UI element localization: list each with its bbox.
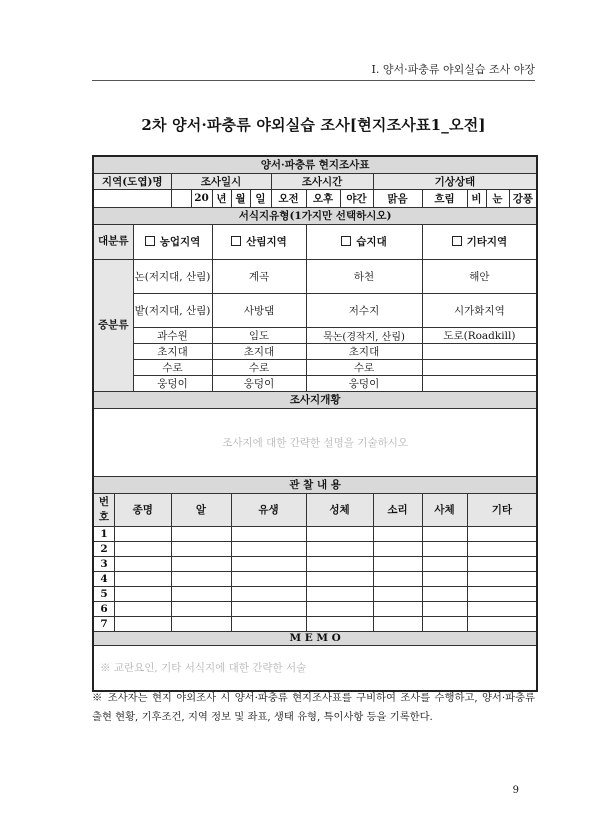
major-option-label: 습지대: [356, 236, 387, 248]
habitat-option[interactable]: 사방댐: [212, 293, 306, 327]
row-number: 4: [94, 572, 115, 586]
habitat-option[interactable]: 웅덩이: [212, 375, 306, 391]
date-month-unit[interactable]: 월: [231, 189, 250, 207]
other-cell[interactable]: [467, 556, 537, 571]
col-number-header: 번호: [94, 494, 115, 526]
call-cell[interactable]: [373, 526, 422, 541]
carcass-cell[interactable]: [422, 556, 467, 571]
larva-cell[interactable]: [231, 616, 306, 631]
row-number: 1: [94, 527, 115, 541]
major-option-agriculture[interactable]: [133, 224, 212, 259]
species-cell[interactable]: [115, 542, 171, 556]
habitat-option[interactable]: 수로: [306, 359, 422, 375]
call-cell[interactable]: [373, 601, 422, 616]
date-year[interactable]: 20: [191, 189, 212, 207]
habitat-option[interactable]: 웅덩이: [306, 375, 422, 391]
checkbox-icon[interactable]: [452, 236, 462, 246]
other-cell[interactable]: [467, 541, 537, 556]
habitat-option[interactable]: 수로: [133, 359, 212, 375]
adult-cell[interactable]: [306, 526, 373, 541]
col-egg-header: 알: [171, 493, 231, 526]
col-adult-header: 성체: [306, 493, 373, 526]
call-cell[interactable]: [373, 616, 422, 631]
other-cell[interactable]: [467, 601, 537, 616]
egg-cell[interactable]: [171, 571, 231, 586]
egg-cell[interactable]: [171, 526, 231, 541]
weather-label: 기상상태: [373, 173, 537, 189]
other-cell[interactable]: [467, 526, 537, 541]
egg-cell[interactable]: [171, 541, 231, 556]
table-row: [93, 571, 171, 586]
habitat-option[interactable]: 과수원: [133, 327, 212, 343]
species-cell[interactable]: [115, 572, 171, 586]
col-call-header: 소리: [373, 493, 422, 526]
site-overview-field[interactable]: 조사지에 대한 간략한 설명을 기술하시오: [93, 408, 537, 476]
major-option-other[interactable]: [422, 224, 537, 259]
species-cell[interactable]: [115, 527, 171, 541]
species-cell[interactable]: [115, 587, 171, 601]
habitat-option[interactable]: 웅덩이: [133, 375, 212, 391]
habitat-option[interactable]: 초지대: [133, 343, 212, 359]
page-number: 9: [512, 785, 519, 796]
habitat-option[interactable]: [422, 375, 537, 391]
field-survey-form: [92, 155, 538, 692]
adult-cell[interactable]: [306, 571, 373, 586]
species-cell[interactable]: [115, 617, 171, 631]
adult-cell[interactable]: [306, 616, 373, 631]
form-heading: 양서·파충류 현지조사표: [93, 156, 537, 173]
adult-cell[interactable]: [306, 601, 373, 616]
col-species-header: 종명: [132, 504, 153, 516]
col-other-header: 기타: [467, 493, 537, 526]
major-option-label: 농업지역: [159, 236, 201, 248]
habitat-option[interactable]: 하천: [306, 259, 422, 293]
call-cell[interactable]: [373, 571, 422, 586]
major-option-label: 기타지역: [466, 236, 508, 248]
carcass-cell[interactable]: [422, 571, 467, 586]
region-value[interactable]: [93, 189, 171, 207]
memo-heading: M E M O: [93, 631, 537, 645]
weather-option-clear[interactable]: 맑음: [373, 189, 422, 207]
weather-option-wind[interactable]: 강풍: [509, 189, 537, 207]
egg-cell[interactable]: [171, 601, 231, 616]
call-cell[interactable]: [373, 556, 422, 571]
habitat-option[interactable]: 해안: [422, 259, 537, 293]
survey-time-label: 조사시간: [271, 173, 373, 189]
adult-cell[interactable]: [306, 556, 373, 571]
other-cell[interactable]: [467, 571, 537, 586]
row-number: 5: [94, 587, 115, 601]
carcass-cell[interactable]: [422, 541, 467, 556]
carcass-cell[interactable]: [422, 601, 467, 616]
adult-cell[interactable]: [306, 541, 373, 556]
table-row: [93, 586, 171, 601]
habitat-option[interactable]: 밭(저지대, 산림): [133, 293, 212, 327]
row-number: 2: [94, 542, 115, 556]
checkbox-icon[interactable]: [231, 236, 241, 246]
habitat-option[interactable]: 임도: [212, 327, 306, 343]
larva-cell[interactable]: [231, 526, 306, 541]
major-option-wetland[interactable]: [306, 224, 422, 259]
larva-cell[interactable]: [231, 541, 306, 556]
page-title: 2차 양서·파충류 야외실습 조사[현지조사표1_오전]: [141, 116, 486, 134]
middle-category-label: 중분류: [93, 259, 133, 391]
table-row: [93, 616, 171, 631]
observation-heading: 관 찰 내 용: [93, 476, 537, 493]
carcass-cell[interactable]: [422, 616, 467, 631]
observation-header-inner: [94, 494, 171, 526]
header-divider: [92, 80, 535, 81]
habitat-option[interactable]: 시가화지역: [422, 293, 537, 327]
major-category-label: 대분류: [93, 224, 133, 259]
region-label: 지역(도엽)명: [93, 173, 171, 189]
weather-option-cloudy[interactable]: 흐림: [422, 189, 467, 207]
call-cell[interactable]: [373, 541, 422, 556]
table-row: [93, 541, 171, 556]
habitat-option[interactable]: [422, 359, 537, 375]
row-number: 6: [94, 602, 115, 616]
memo-field[interactable]: ※ 교란요인, 기타 서식지에 대한 간략한 서술: [93, 645, 537, 691]
col-larva-header: 유생: [231, 493, 306, 526]
table-row: [93, 526, 171, 541]
habitat-option[interactable]: 묵논(경작지, 산림): [306, 327, 422, 343]
date-year-unit: 년: [212, 189, 231, 207]
larva-cell[interactable]: [231, 571, 306, 586]
checkbox-icon[interactable]: [145, 236, 155, 246]
carcass-cell[interactable]: [422, 586, 467, 601]
habitat-heading: 서식지유형(1가지만 선택하시오): [93, 207, 537, 224]
habitat-option[interactable]: 초지대: [306, 343, 422, 359]
row-number: 3: [94, 557, 115, 571]
table-row: [93, 556, 171, 571]
col-carcass-header: 사체: [422, 493, 467, 526]
major-option-forest[interactable]: [212, 224, 306, 259]
habitat-option[interactable]: 논(저지대, 산림): [133, 259, 212, 293]
egg-cell[interactable]: [171, 616, 231, 631]
egg-cell[interactable]: [171, 556, 231, 571]
larva-cell[interactable]: [231, 601, 306, 616]
species-cell[interactable]: [115, 602, 171, 616]
date-day-unit[interactable]: 일: [250, 189, 271, 207]
weather-option-rain[interactable]: 비: [467, 189, 486, 207]
checkbox-icon[interactable]: [341, 236, 351, 246]
habitat-option[interactable]: [422, 343, 537, 359]
habitat-option[interactable]: 계곡: [212, 259, 306, 293]
adult-cell[interactable]: [306, 586, 373, 601]
major-option-label: 산림지역: [246, 236, 287, 248]
row-number: 7: [94, 617, 115, 631]
egg-cell[interactable]: [171, 586, 231, 601]
other-cell[interactable]: [467, 616, 537, 631]
observation-header-group: [93, 493, 171, 526]
other-cell[interactable]: [467, 586, 537, 601]
survey-date-label: 조사일시: [171, 173, 271, 189]
species-cell[interactable]: [115, 557, 171, 571]
habitat-option[interactable]: 도로(Roadkill): [422, 327, 537, 343]
site-overview-heading: 조사지개황: [93, 391, 537, 408]
table-row: [93, 601, 171, 616]
time-option-pm[interactable]: 오후: [306, 189, 340, 207]
running-header: Ⅰ. 양서·파충류 야외실습 조사 야장: [371, 63, 535, 76]
time-option-am[interactable]: 오전: [271, 189, 306, 207]
carcass-cell[interactable]: [422, 526, 467, 541]
weather-option-snow[interactable]: 눈: [486, 189, 509, 207]
larva-cell[interactable]: [231, 556, 306, 571]
habitat-option[interactable]: 수로: [212, 359, 306, 375]
larva-cell[interactable]: [231, 586, 306, 601]
habitat-option[interactable]: 초지대: [212, 343, 306, 359]
empty-cell: [171, 189, 191, 207]
time-option-night[interactable]: 야간: [340, 189, 373, 207]
call-cell[interactable]: [373, 586, 422, 601]
habitat-option[interactable]: 저수지: [306, 293, 422, 327]
instruction-note: ※ 조사자는 현지 야외조사 시 양서·파충류 현지조사표를 구비하여 조사를 수행하고, 양서·파충류 출현 현황, 기후조건, 지역 정보 및 좌표, 생태 유형, 특이사항 등을 기록한다.: [92, 692, 535, 723]
